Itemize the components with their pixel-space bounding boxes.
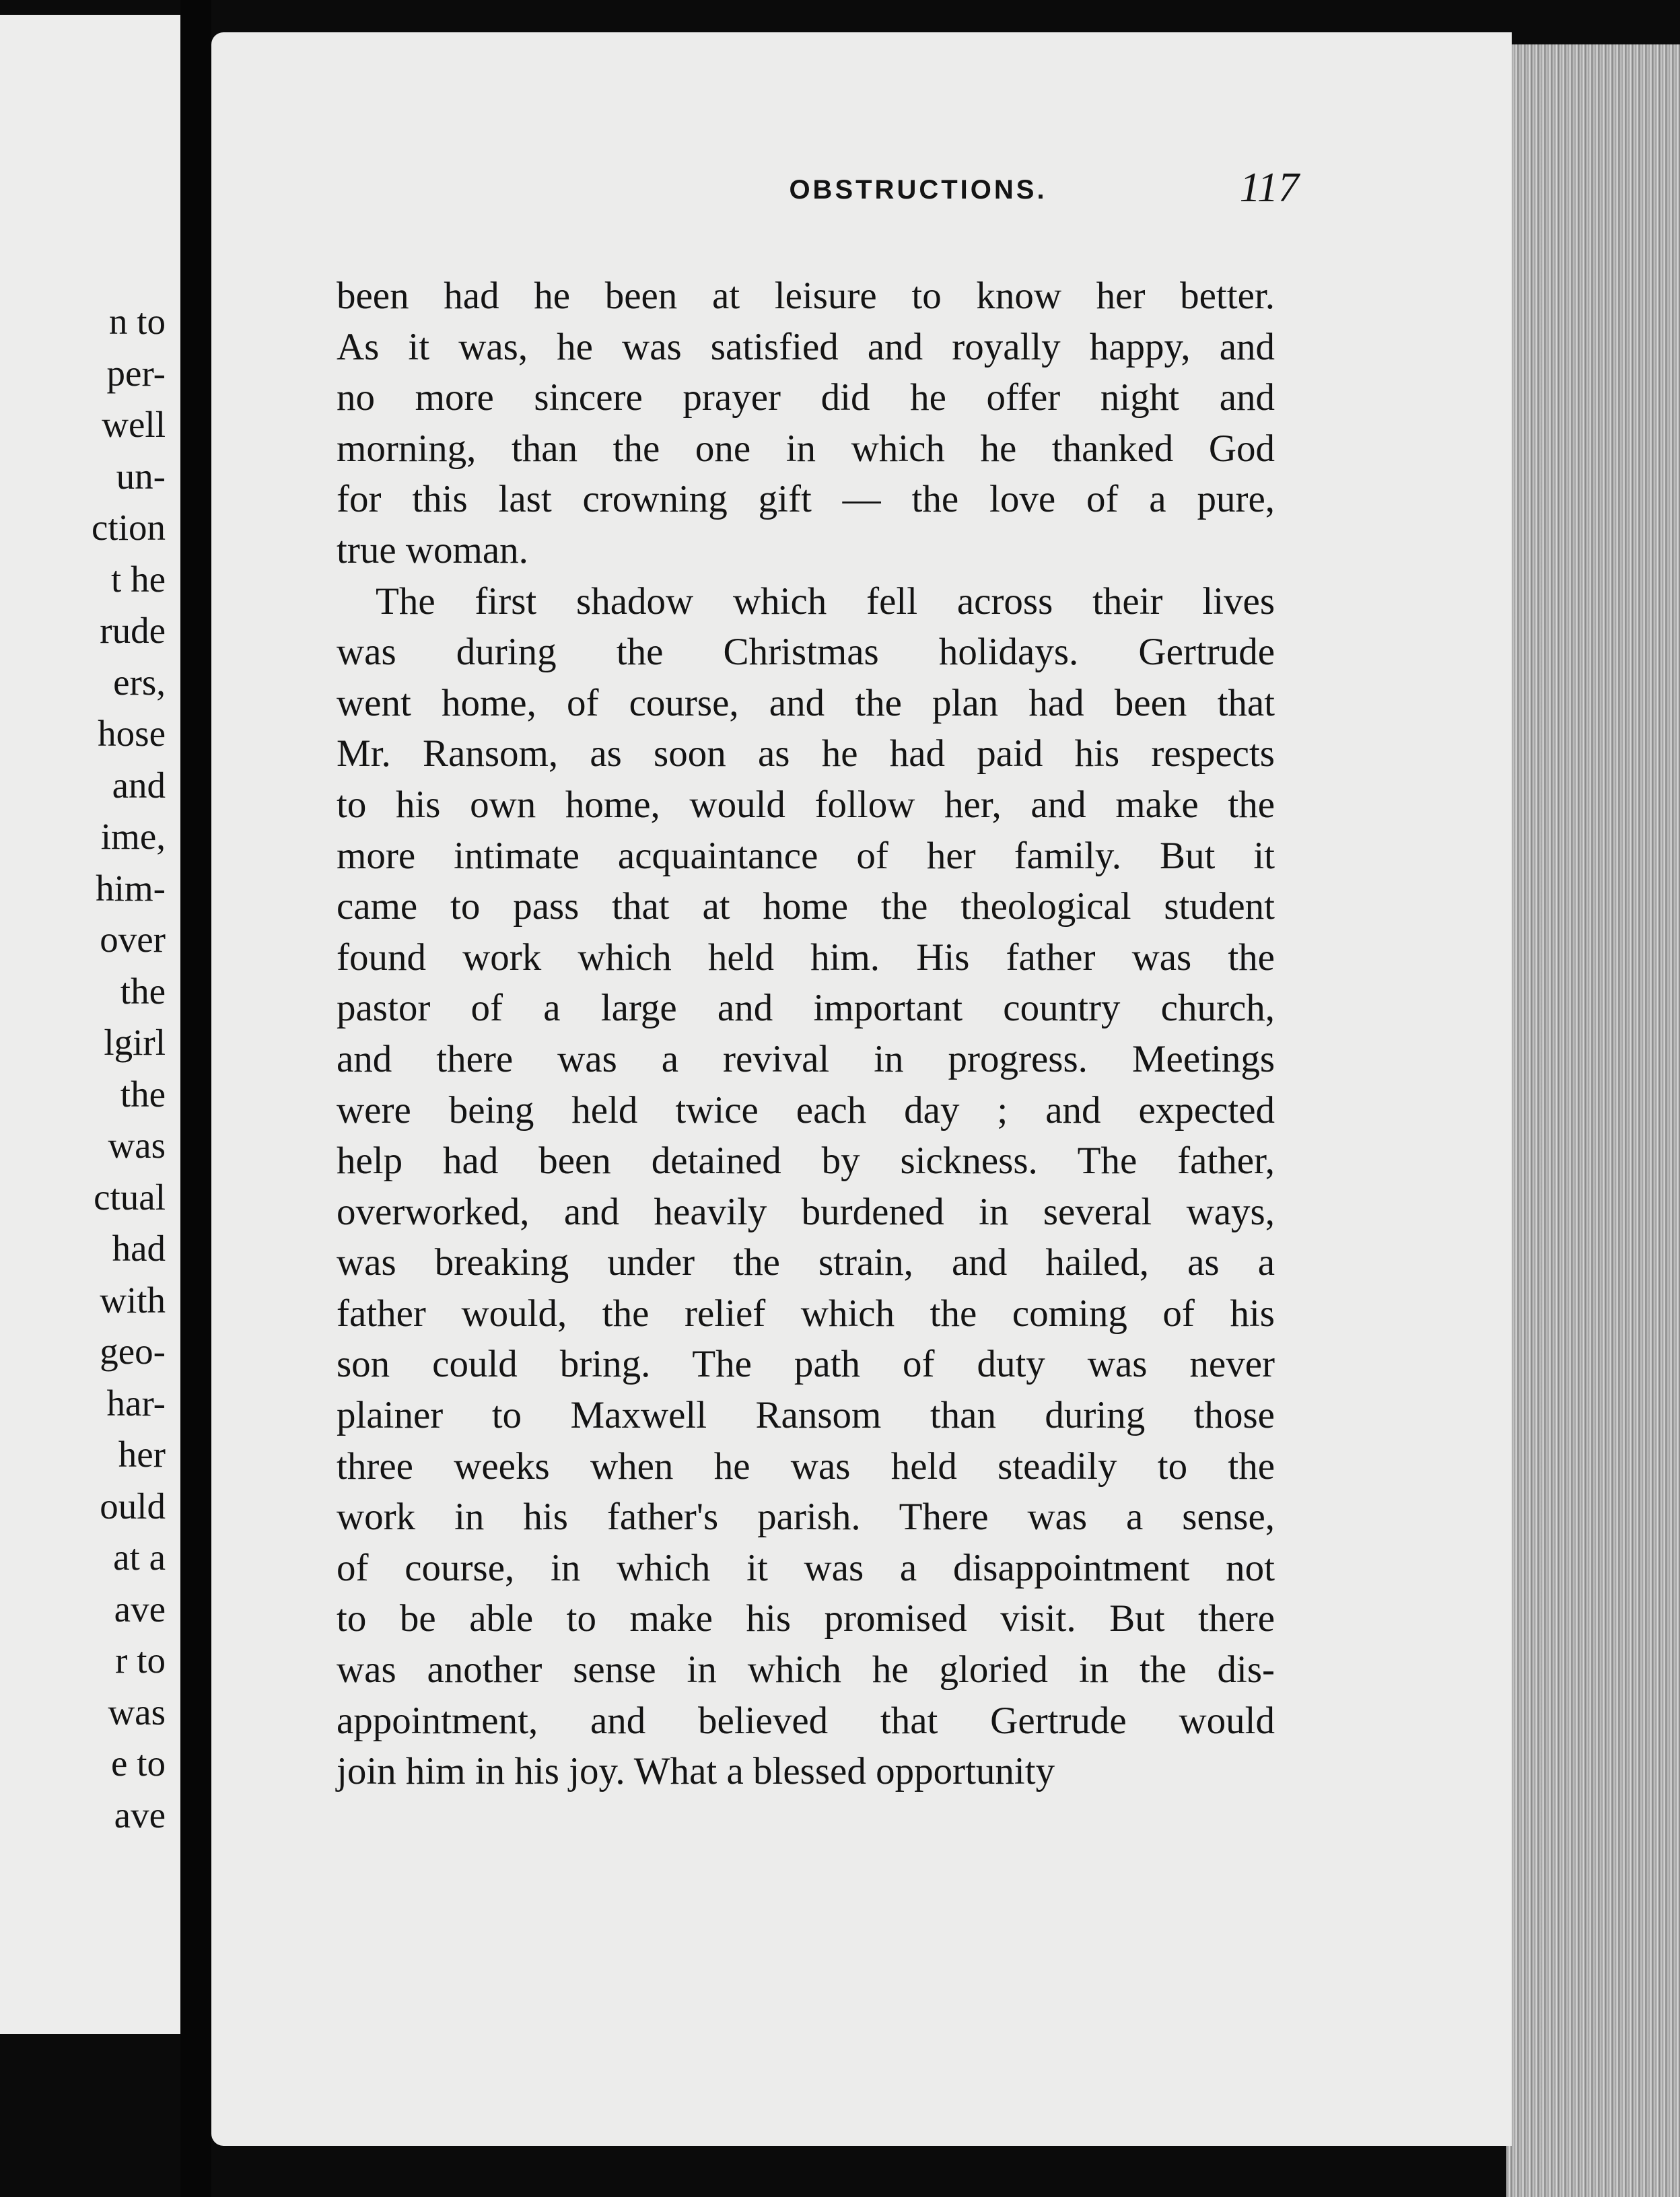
left-page-fragment: r to (115, 1640, 166, 1681)
left-page-fragment: un- (116, 455, 166, 497)
text-line: plainer to Maxwell Ransom than during those (337, 1394, 1275, 1437)
right-page (211, 32, 1512, 2146)
text-line: for this last crowning gift — the love of a pure, (337, 478, 1275, 521)
left-page (0, 15, 180, 2034)
text-line: been had he been at leisure to know her better. (337, 275, 1275, 317)
left-page-fragment: n to (108, 301, 166, 342)
text-line: join him in his joy. What a blessed opportunity (337, 1750, 1055, 1793)
left-page-fragment: was (108, 1125, 166, 1166)
left-page-fragment: ave (114, 1588, 166, 1630)
text-line: more intimate acquaintance of her family. But it (337, 834, 1275, 877)
text-line: true woman. (337, 528, 528, 571)
text-line: work in his father's parish. There was a sense, (337, 1496, 1275, 1539)
text-line: to his own home, would follow her, and make the (337, 783, 1275, 826)
left-page-fragment: ave (114, 1794, 166, 1836)
left-page-fragment: per- (106, 352, 166, 394)
left-page-fragment: ers, (113, 661, 166, 703)
text-line: was another sense in which he gloried in the dis- (337, 1648, 1275, 1692)
text-line: was during the Christmas holidays. Gertrude (337, 631, 1275, 674)
left-page-fragment: t he (111, 558, 166, 600)
left-page-fragment: hose (98, 713, 166, 754)
text-line: The first shadow which fell across their lives (376, 580, 1275, 623)
page-number: 117 (1239, 165, 1299, 211)
text-line: no more sincere prayer did he offer night and (337, 376, 1275, 419)
text-line: three weeks when he was held steadily to the (337, 1444, 1275, 1488)
body-text (337, 271, 1275, 1797)
left-page-fragment: rude (100, 610, 166, 651)
left-page-fragment: ime, (100, 816, 166, 857)
left-page-fragment: ctual (94, 1176, 166, 1218)
text-line: appointment, and believed that Gertrude would (337, 1699, 1275, 1742)
text-line: As it was, he was satisfied and royally happy, and (337, 325, 1275, 368)
text-line: to be able to make his promised visit. But there (337, 1597, 1275, 1640)
text-line: morning, than the one in which he thanked God (337, 427, 1275, 470)
left-page-fragment: and (112, 764, 166, 806)
text-line: of course, in which it was a disappointment not (337, 1546, 1275, 1589)
running-header-title: OBSTRUCTIONS. (789, 175, 1047, 205)
left-page-fragment: well (102, 404, 166, 445)
left-page-fragment: the (120, 970, 166, 1012)
text-line: found work which held him. His father was the (337, 936, 1275, 979)
left-page-fragment: him- (96, 867, 166, 909)
left-page-fragment: over (100, 919, 166, 960)
text-line: Mr. Ransom, as soon as he had paid his respects (337, 732, 1275, 775)
left-page-fragment: her (118, 1434, 166, 1475)
left-page-fragment: was (108, 1691, 166, 1733)
text-line: and there was a revival in progress. Meetings (337, 1037, 1275, 1080)
text-line: father would, the relief which the coming of his (337, 1292, 1275, 1335)
text-line: son could bring. The path of duty was never (337, 1343, 1275, 1386)
text-line: was breaking under the strain, and hailed, as a (337, 1241, 1275, 1284)
text-line: were being held twice each day ; and expected (337, 1088, 1275, 1131)
left-page-fragment: with (100, 1279, 166, 1321)
left-page-fragment: ction (92, 507, 166, 548)
text-line: overworked, and heavily burdened in several ways, (337, 1190, 1275, 1233)
left-page-fragment: geo- (100, 1331, 166, 1372)
page-edges (1506, 44, 1680, 2197)
left-page-fragment: e to (111, 1743, 166, 1784)
left-page-fragment: har- (106, 1382, 166, 1424)
text-line: came to pass that at home the theological student (337, 885, 1275, 928)
left-page-fragment: lgirl (104, 1022, 166, 1063)
text-line: pastor of a large and important country church, (337, 987, 1275, 1030)
left-page-fragment: the (120, 1073, 166, 1115)
book-gutter (180, 0, 211, 2197)
left-page-fragment: ould (100, 1485, 166, 1527)
text-line: help had been detained by sickness. The father, (337, 1140, 1275, 1183)
left-page-fragment: had (112, 1228, 166, 1269)
left-page-fragment: at a (113, 1537, 166, 1578)
text-line: went home, of course, and the plan had been that (337, 681, 1275, 724)
left-page-text-fragments (92, 296, 166, 1841)
